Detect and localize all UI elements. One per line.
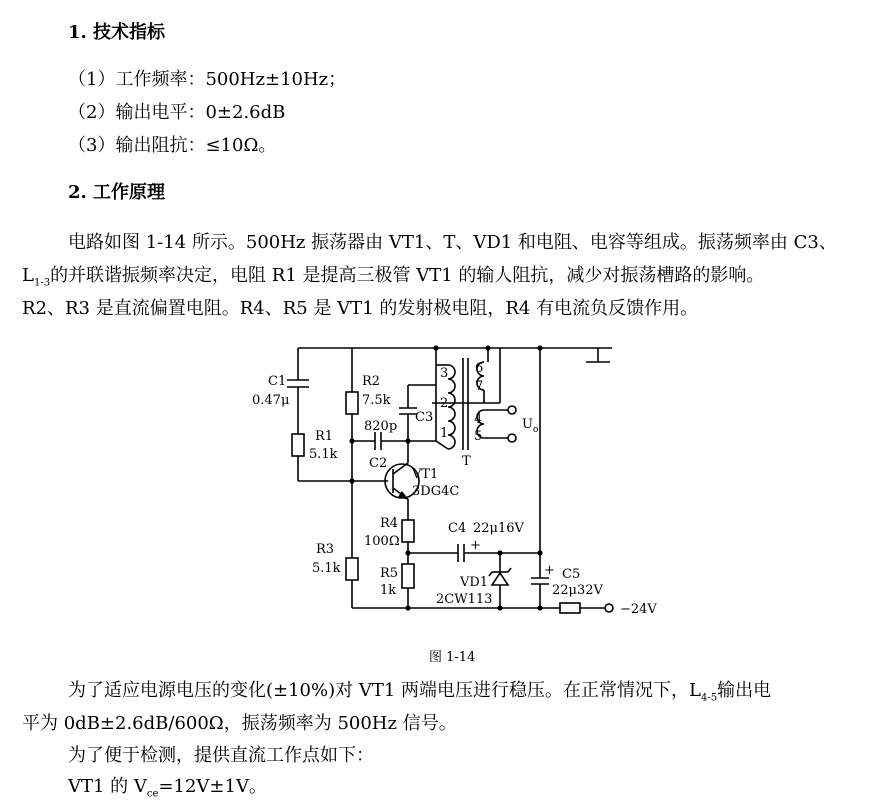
r4-value: 100Ω (364, 534, 400, 549)
spec-item-output-impedance: （3）输出阻抗：≤10Ω。 (68, 135, 277, 156)
output-label: $U_o$ (522, 417, 539, 435)
c1-value: 0.47μ (252, 393, 290, 408)
r5-label: R5 (380, 566, 399, 581)
r2-label: R2 (362, 374, 381, 389)
figure-caption: 图 1-14 (429, 650, 476, 665)
c4-label: C4 (448, 521, 467, 536)
paragraph-line: 为了适应电源电压的变化(±10%)对 VT1 两端电压进行稳压。在正常情况下，$L_{4-5}$输出电 (68, 680, 772, 704)
r1-value: 5.1k (309, 447, 338, 462)
c2-value: 820p (364, 419, 398, 434)
spec-item-output-level: （2）输出电平：0±2.6dB (68, 102, 286, 123)
spec-item-frequency: （1）工作频率：500Hz±10Hz； (68, 69, 347, 90)
paragraph-line: 为了便于检测，提供直流工作点如下： (68, 745, 374, 766)
c4-polarity: + (470, 538, 481, 553)
pin-1: 1 (440, 426, 449, 441)
c3-label: C3 (415, 410, 434, 425)
c1-label: C1 (268, 374, 287, 389)
c5-label: C5 (562, 567, 581, 582)
c5-polarity: + (544, 563, 555, 578)
vt1-model: 3DG4C (412, 484, 460, 499)
paragraph-line: VT1 的 $V_{ce}=12V\pm 1V$。 (68, 776, 267, 800)
paragraph-line: 电路如图 1-14 所示。500Hz 振荡器由 VT1、T、VD1 和电阻、电容等组成。振荡频率由 C3、 (68, 232, 837, 253)
r3-value: 5.1k (312, 561, 341, 576)
r5-value: 1k (380, 583, 397, 598)
pin-3: 3 (440, 366, 449, 381)
r3-label: R3 (316, 542, 335, 557)
section1-heading: 1. 技术指标 (68, 22, 166, 43)
transformer-label: T (462, 454, 471, 469)
pin-5: 5 (474, 429, 483, 444)
pin-2: 2 (440, 396, 449, 411)
pin-6: 6 (475, 361, 484, 376)
vt1-label: VT1 (412, 467, 439, 482)
vd1-model: 2CW113 (436, 592, 493, 607)
section2-heading: 2. 工作原理 (68, 182, 166, 203)
paragraph-line: $L_{1-3}$的并联谐振频率决定，电阻 R1 是提高三极管 VT1 的输人阻抗，减少对振荡槽路的影响。 (22, 265, 765, 289)
r2-value: 7.5k (362, 393, 391, 408)
pin-7: 7 (475, 379, 484, 394)
c5-value: 22μ32V (552, 583, 603, 598)
c4-value: 22μ16V (473, 521, 524, 536)
pin-4: 4 (474, 412, 483, 427)
c2-label: C2 (369, 456, 388, 471)
paragraph-line: 平为 0dB±2.6dB/600Ω，振荡频率为 500Hz 信号。 (22, 713, 457, 734)
r4-label: R4 (380, 516, 399, 531)
paragraph-line: R2、R3 是直流偏置电阻。R4、R5 是 VT1 的发射极电阻，R4 有电流负反馈作用。 (22, 298, 699, 319)
vd1-label: VD1 (460, 575, 489, 590)
r1-label: R1 (315, 429, 334, 444)
supply-label: −24V (620, 602, 657, 617)
